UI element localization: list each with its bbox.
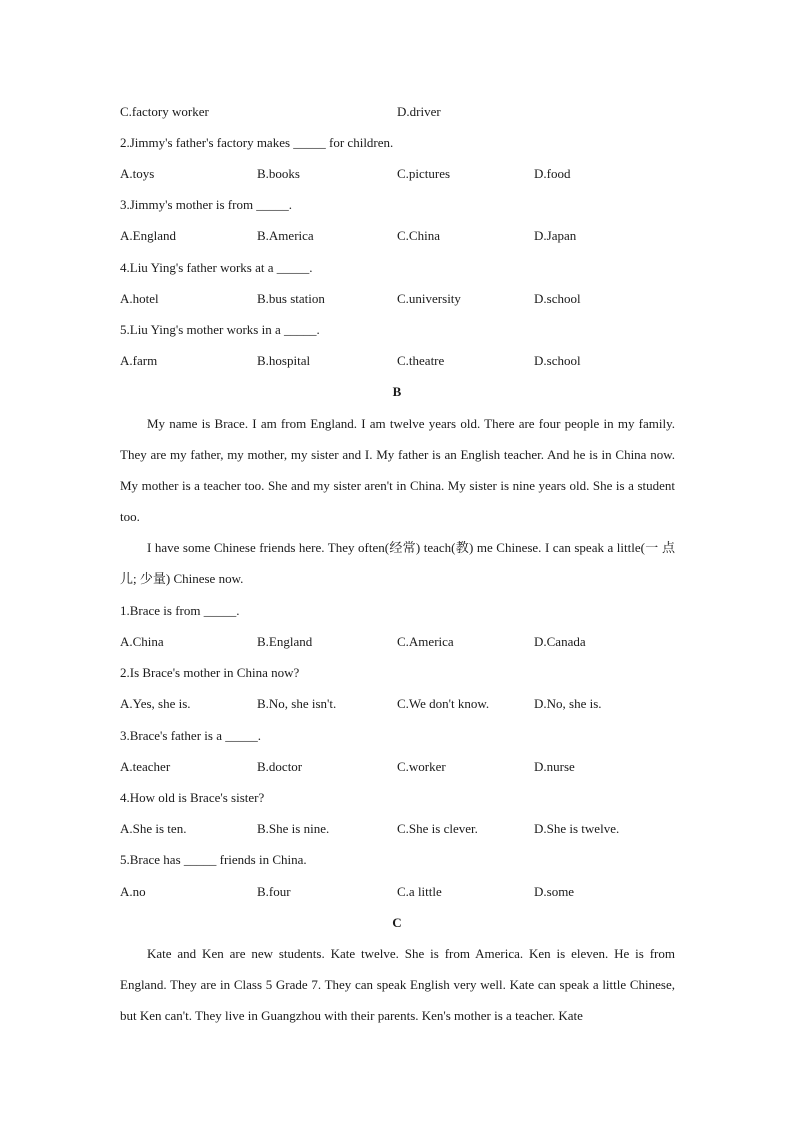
option-d: D.driver	[397, 104, 441, 119]
option-c: C.a little	[397, 884, 442, 899]
part-b-q3-options	[120, 757, 680, 777]
option-d: D.school	[534, 291, 581, 306]
option-b: B.books	[257, 166, 300, 181]
option-c: C.factory worker	[120, 104, 209, 119]
option-c: C.China	[397, 228, 440, 243]
part-b-q3-text: 3.Brace's father is a _____.	[120, 728, 261, 743]
part-b-q2-options	[120, 694, 680, 714]
part-a-q3-options	[120, 226, 680, 246]
option-d: D.some	[534, 884, 575, 899]
option-c: C.pictures	[397, 166, 451, 181]
option-c: C.worker	[397, 759, 446, 774]
option-a: A.hotel	[120, 291, 159, 306]
passage-b	[120, 408, 675, 594]
option-a: A.Yes, she is.	[120, 696, 191, 711]
option-a: A.teacher	[120, 759, 171, 774]
part-a-q1-options	[120, 102, 680, 122]
part-a-q3-text: 3.Jimmy's mother is from _____.	[120, 197, 293, 212]
part-a-q2-text: 2.Jimmy's father's factory makes _____ for children.	[120, 135, 394, 150]
option-c: C.We don't know.	[397, 696, 490, 711]
option-d: D.She is twelve.	[534, 821, 620, 836]
option-c: C.America	[397, 634, 454, 649]
part-b-q4-options	[120, 819, 680, 839]
part-b-q5-options	[120, 882, 680, 902]
option-d: D.school	[534, 353, 581, 368]
part-a-q4-text: 4.Liu Ying's father works at a _____.	[120, 260, 313, 275]
option-b: B.America	[257, 228, 314, 243]
passage-c	[120, 938, 675, 1031]
option-d: D.No, she is.	[534, 696, 602, 711]
option-c: C.theatre	[397, 353, 445, 368]
part-b-q4-text: 4.How old is Brace's sister?	[120, 790, 265, 805]
part-b-q1-options	[120, 632, 680, 652]
section-c-heading: C	[392, 915, 402, 930]
option-b: B.bus station	[257, 291, 325, 306]
option-b: B.four	[257, 884, 291, 899]
option-a: A.England	[120, 228, 176, 243]
option-b: B.England	[257, 634, 313, 649]
part-a-q5-options	[120, 351, 680, 371]
part-a-q4-options	[120, 289, 680, 309]
passage-b-paragraph-2: I have some Chinese friends here. They often(经常) teach(教) me Chinese. I can speak a little(一 点儿; 少量) Chinese now.	[120, 540, 675, 586]
option-a: A.She is ten.	[120, 821, 187, 836]
option-b: B.doctor	[257, 759, 303, 774]
option-d: D.Japan	[534, 228, 577, 243]
option-b: B.No, she isn't.	[257, 696, 337, 711]
option-a: A.farm	[120, 353, 158, 368]
option-a: A.toys	[120, 166, 155, 181]
option-a: A.China	[120, 634, 164, 649]
part-b-q5-text: 5.Brace has _____ friends in China.	[120, 852, 307, 867]
part-a-q2-options	[120, 164, 680, 184]
part-b-q2-text: 2.Is Brace's mother in China now?	[120, 665, 300, 680]
option-a: A.no	[120, 884, 146, 899]
section-b-heading: B	[392, 384, 402, 399]
option-c: C.She is clever.	[397, 821, 478, 836]
option-c: C.university	[397, 291, 461, 306]
option-d: D.food	[534, 166, 571, 181]
passage-c-paragraph-1: Kate and Ken are new students. Kate twelve. She is from America. Ken is eleven. He is from England. They are in Class 5 Grade 7. They can speak English very well. Kate can speak a little Chinese, but Ken can't. They live in Guangzhou with their parents. Ken's mother is a teacher. Kate	[120, 946, 675, 1023]
option-b: B.hospital	[257, 353, 311, 368]
passage-b-paragraph-1: My name is Brace. I am from England. I am twelve years old. There are four people in my family. They are my father, my mother, my sister and I. My father is an English teacher. And he is in China now. My mother is a teacher too. She and my sister aren't in China. My sister is nine years old. She is a student too.	[120, 416, 675, 524]
option-b: B.She is nine.	[257, 821, 330, 836]
part-b-q1-text: 1.Brace is from _____.	[120, 603, 240, 618]
part-a-q5-text: 5.Liu Ying's mother works in a _____.	[120, 322, 320, 337]
option-d: D.nurse	[534, 759, 575, 774]
option-d: D.Canada	[534, 634, 586, 649]
